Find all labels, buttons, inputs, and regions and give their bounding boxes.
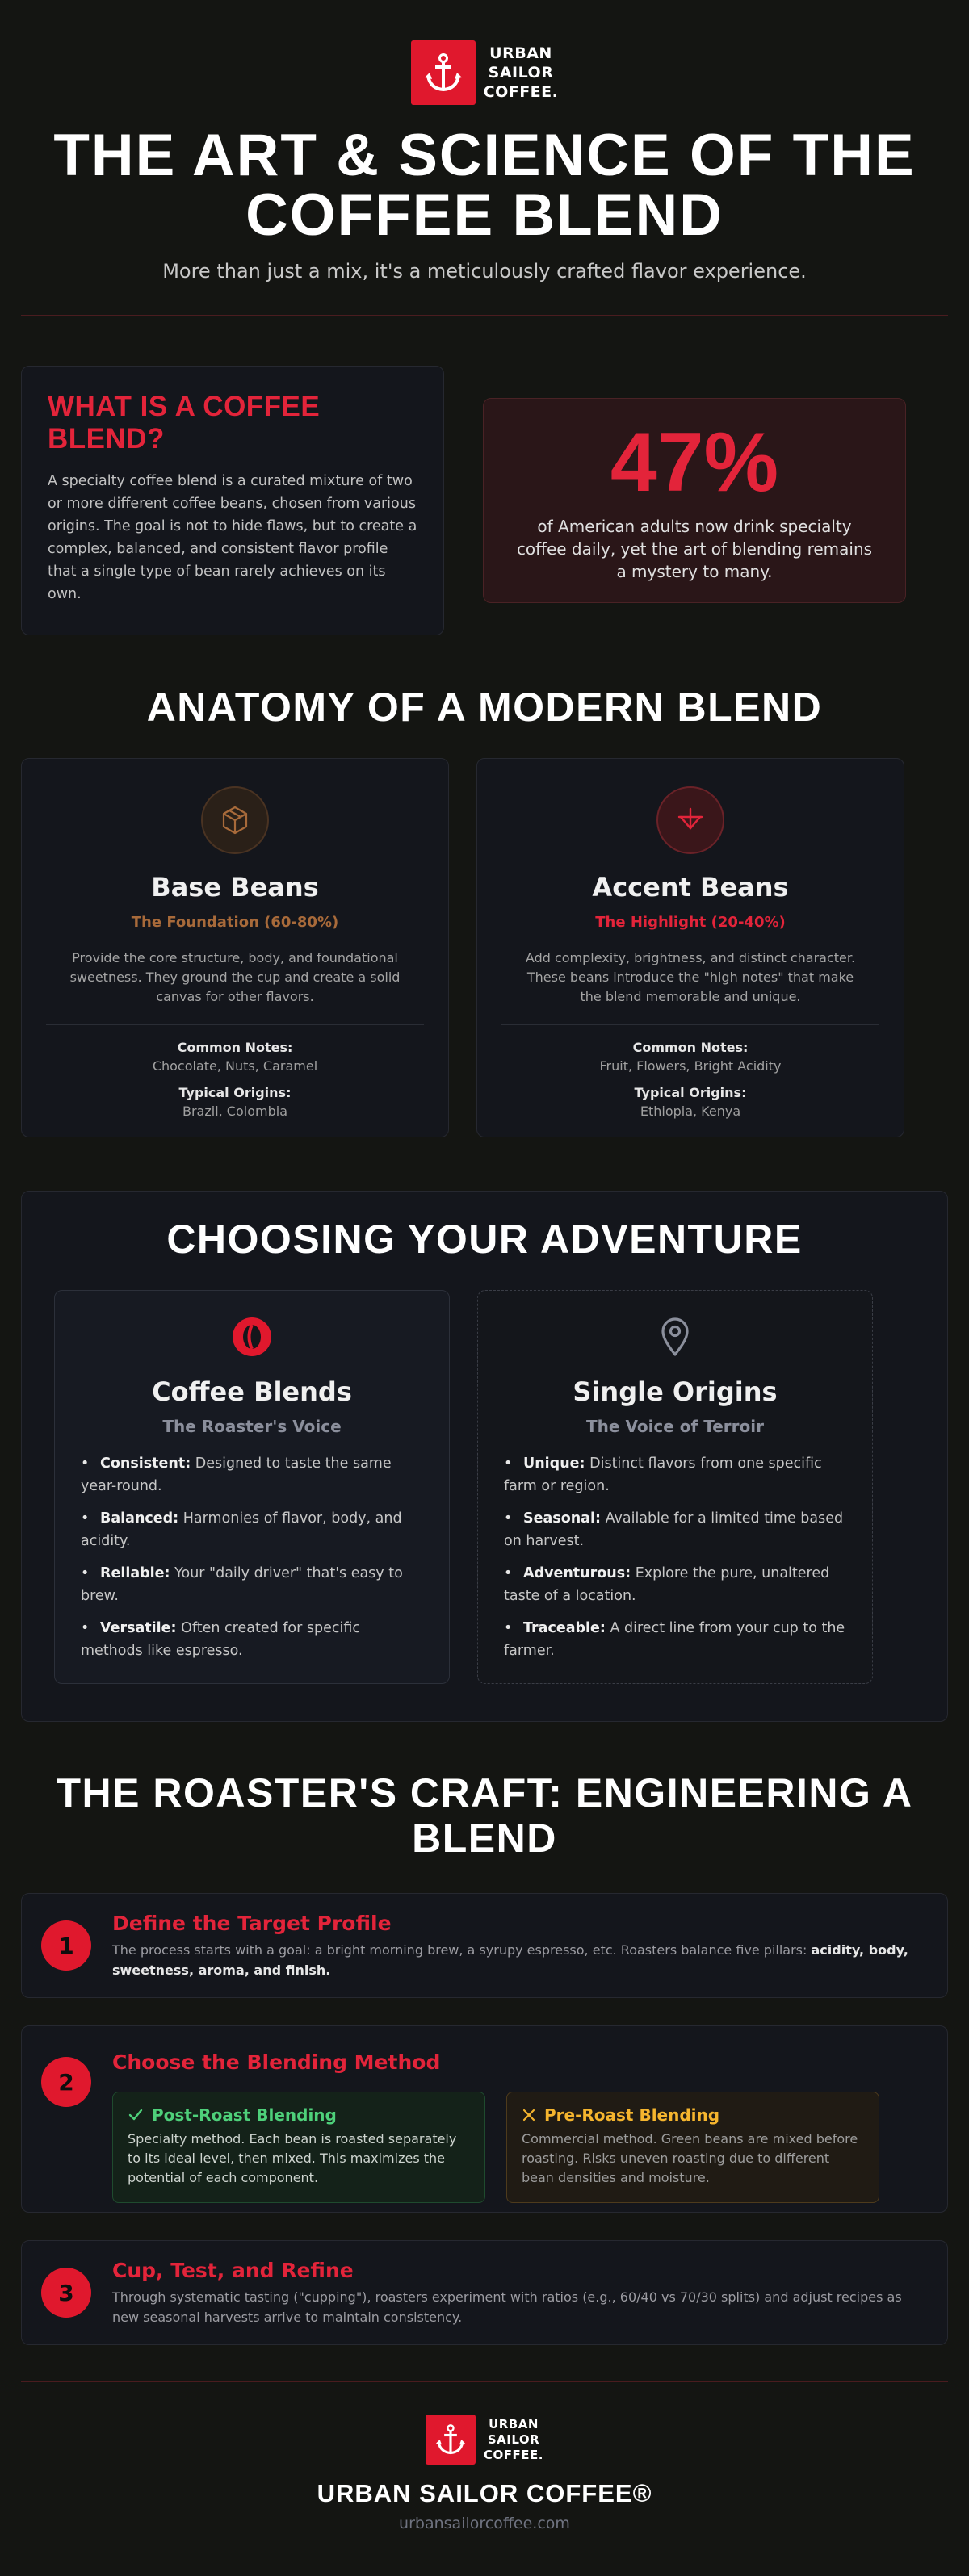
- logo-line-1: URBAN: [489, 2416, 539, 2431]
- step-3: [21, 2240, 948, 2345]
- list-item: • Consistent: Designed to taste the same year-round.: [81, 1456, 392, 1494]
- craft-title: [21, 1770, 948, 1861]
- card-title: Accent Beans: [592, 872, 789, 903]
- craft-title-line-1: THE ROASTER'S CRAFT: ENGINEERING A: [56, 1770, 913, 1816]
- intro-heading-line-1: WHAT IS A COFFEE: [48, 391, 321, 422]
- footer-logo[interactable]: [0, 2415, 969, 2465]
- divider: [21, 2381, 948, 2382]
- step-title: Choose the Blending Method: [112, 2050, 441, 2074]
- page-title: [21, 123, 948, 248]
- card-subtitle: The Voice of Terroir: [586, 1417, 764, 1436]
- step-2: [21, 2025, 948, 2213]
- logo-line-3: COFFEE.: [484, 2447, 543, 2462]
- logo-line-1: URBAN: [489, 44, 552, 62]
- single-origins-card: [477, 1290, 873, 1684]
- post-roast-card: [112, 2092, 485, 2203]
- step-1: [21, 1893, 948, 1998]
- coffee-bean-icon: [230, 1315, 274, 1359]
- logo-line-3: COFFEE.: [483, 83, 559, 101]
- anatomy-section: [21, 758, 948, 1137]
- step-text: Through systematic tasting ("cupping"), roasters experiment with ratios (e.g., 60/40 vs 70/30 splits) and adjust recipes as new seasonal harvests arrive to maintain consistency.: [112, 2289, 902, 2325]
- footer-brand-name: URBAN SAILOR COFFEE®: [317, 2479, 652, 2507]
- title-line-2: COFFEE BLEND: [245, 182, 724, 248]
- list-item: • Unique: Distinct flavors from one specific farm or region.: [504, 1456, 822, 1494]
- pre-roast-card: [506, 2092, 879, 2203]
- post-roast-label: Post-Roast Blending: [152, 2105, 337, 2125]
- map-pin-icon: [653, 1315, 697, 1359]
- post-roast-title: [128, 2105, 470, 2125]
- logo-line-2: SAILOR: [488, 64, 554, 82]
- notes-label: Common Notes:: [177, 1040, 293, 1055]
- craft-title-line-2: BLEND: [412, 1816, 557, 1861]
- anchor-icon: [411, 40, 476, 105]
- card-divider: [501, 1024, 879, 1025]
- card-tag: The Foundation (60-80%): [131, 914, 339, 931]
- stat-card: [483, 398, 906, 603]
- intro-heading: [48, 391, 417, 455]
- list-item: • Adventurous: Explore the pure, unaltered taste of a location.: [504, 1565, 830, 1604]
- list-item: • Balanced: Harmonies of flavor, body, and acidity.: [81, 1510, 402, 1549]
- step-number: 1: [41, 1920, 91, 1971]
- adventure-section: [21, 1191, 948, 1722]
- accent-beans-card: [476, 758, 904, 1137]
- step-text: The process starts with a goal: a bright morning brew, a syrupy espresso, etc. Roasters balance five pillars: acidity, body, sweetness, aroma, and finish.: [112, 1941, 908, 1978]
- list-item: • Versatile: Often created for specific methods like espresso.: [81, 1620, 361, 1659]
- intro-card: [21, 366, 444, 635]
- x-icon: [522, 2108, 536, 2122]
- card-description: Add complexity, brightness, and distinct character. These beans introduce the "high notes" that make the blend memorable and unique.: [525, 950, 856, 1004]
- card-title: Coffee Blends: [152, 1376, 352, 1407]
- anchor-icon: [426, 2415, 476, 2465]
- list-item: • Reliable: Your "daily driver" that's easy to brew.: [81, 1565, 403, 1604]
- pre-roast-text: Commercial method. Green beans are mixed before roasting. Risks uneven roasting due to different bean densities and moisture.: [522, 2131, 858, 2185]
- anatomy-title: ANATOMY OF A MODERN BLEND: [146, 685, 823, 730]
- page-footer: [0, 2381, 969, 2532]
- card-title: Base Beans: [151, 872, 319, 903]
- coffee-blends-card: [54, 1290, 450, 1684]
- origins-label: Typical Origins:: [634, 1085, 747, 1100]
- list-item: • Seasonal: Available for a limited time based on harvest.: [504, 1510, 844, 1549]
- page-subtitle: More than just a mix, it's a meticulously crafted flavor experience.: [162, 260, 807, 283]
- divider: [21, 315, 948, 316]
- origins-value: Brazil, Colombia: [182, 1104, 287, 1119]
- step-number: 2: [41, 2057, 91, 2107]
- logo-wordmark: [484, 2417, 543, 2463]
- origins-label: Typical Origins:: [178, 1085, 292, 1100]
- card-title: Single Origins: [573, 1376, 778, 1407]
- card-divider: [46, 1024, 424, 1025]
- list-item: • Traceable: A direct line from your cup to the farmer.: [504, 1620, 845, 1659]
- intro-heading-line-2: BLEND?: [48, 423, 165, 454]
- intro-section: [21, 366, 948, 635]
- logo-wordmark: [484, 44, 559, 102]
- notes-label: Common Notes:: [632, 1040, 749, 1055]
- card-subtitle: The Roaster's Voice: [162, 1417, 342, 1436]
- post-roast-text: Specialty method. Each bean is roasted separately to its ideal level, then mixed. This maximizes the potential of each component.: [128, 2131, 457, 2185]
- title-line-1: THE ART & SCIENCE OF THE: [53, 123, 916, 188]
- highlight-icon: [656, 786, 724, 854]
- intro-body: A specialty coffee blend is a curated mixture of two or more different coffee beans, chosen from various origins. The goal is not to hide flaws, but to create a complex, balanced, and consistent flavor profile that a single type of bean rarely achieves on its own.: [48, 473, 417, 602]
- brand-logo[interactable]: [21, 40, 948, 105]
- stat-text: of American adults now drink specialty coffee daily, yet the art of blending remains a mystery to many.: [516, 517, 873, 581]
- adventure-title: CHOOSING YOUR ADVENTURE: [166, 1217, 803, 1262]
- origins-value: Ethiopia, Kenya: [640, 1104, 741, 1119]
- step-title: Define the Target Profile: [112, 1911, 392, 1935]
- step-title: Cup, Test, and Refine: [112, 2258, 354, 2282]
- pre-roast-label: Pre-Roast Blending: [544, 2105, 720, 2125]
- step-number: 3: [41, 2268, 91, 2318]
- single-origins-list: [504, 1452, 848, 1662]
- notes-value: Fruit, Flowers, Bright Acidity: [599, 1058, 782, 1074]
- cube-icon: [201, 786, 269, 854]
- stat-value: 47%: [610, 416, 779, 509]
- card-tag: The Highlight (20-40%): [595, 914, 786, 931]
- notes-value: Chocolate, Nuts, Caramel: [152, 1058, 318, 1074]
- logo-line-2: SAILOR: [487, 2431, 540, 2447]
- pre-roast-title: [522, 2105, 864, 2125]
- check-icon: [128, 2107, 144, 2123]
- base-beans-card: [21, 758, 449, 1137]
- footer-url-link[interactable]: urbansailorcoffee.com: [399, 2515, 570, 2532]
- page-header: [21, 0, 948, 316]
- card-description: Provide the core structure, body, and foundational sweetness. They ground the cup and create a solid canvas for other flavors.: [69, 950, 401, 1004]
- blends-list: [81, 1452, 425, 1662]
